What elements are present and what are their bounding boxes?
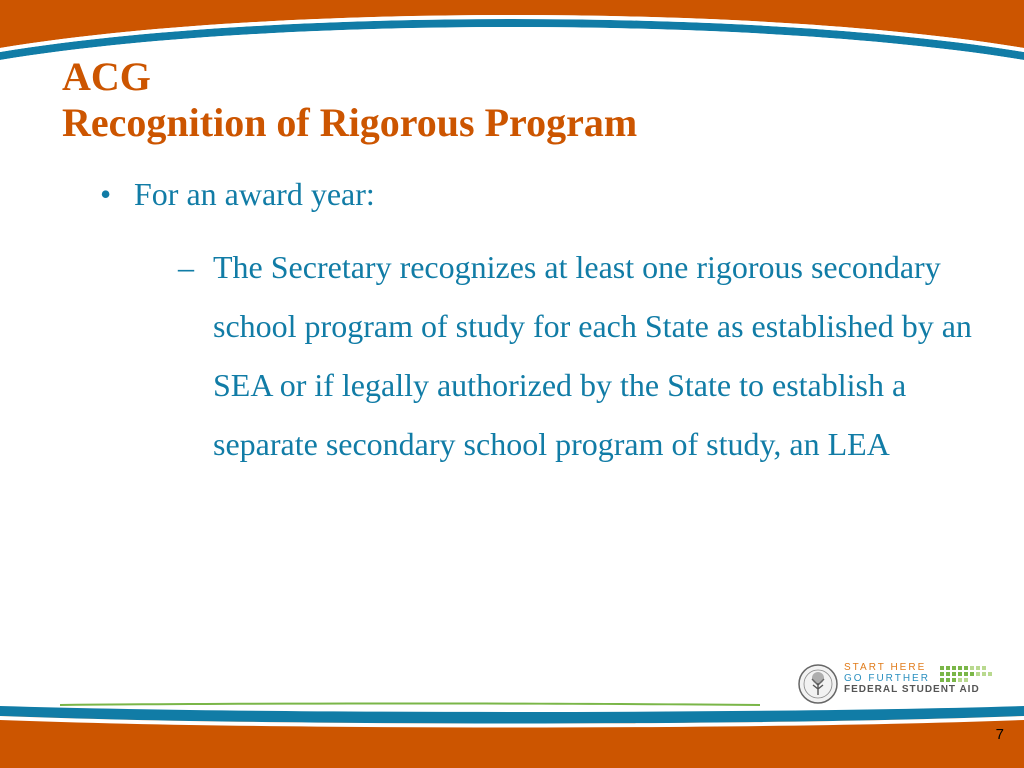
sub-bullet-marker: – — [178, 249, 194, 285]
logo-federal-student-aid: FEDERAL STUDENT AID — [844, 684, 980, 695]
sub-bullet-item — [178, 238, 973, 474]
title-acg: ACG — [62, 54, 151, 99]
logo-start-here: START HERE — [844, 662, 927, 673]
bullet-list — [100, 172, 980, 474]
bullet-marker: • — [100, 176, 112, 212]
logo-go-further: GO FURTHER — [844, 673, 930, 684]
bullet-text: For an award year: — [134, 176, 375, 212]
title-recognition: Recognition of Rigorous Program — [62, 100, 638, 145]
slide-title — [62, 54, 637, 146]
page-number: 7 — [995, 726, 1004, 743]
bottom-decorative-band — [0, 690, 1024, 768]
bullet-item — [100, 172, 980, 474]
sub-bullet-text: The Secretary recognizes at least one rigorous secondary school program of study for each State as established by an SEA or if legally authorized by the State to establish a separate secondary school program of study, an LEA — [213, 249, 972, 462]
logo-dots-icon — [940, 664, 994, 686]
